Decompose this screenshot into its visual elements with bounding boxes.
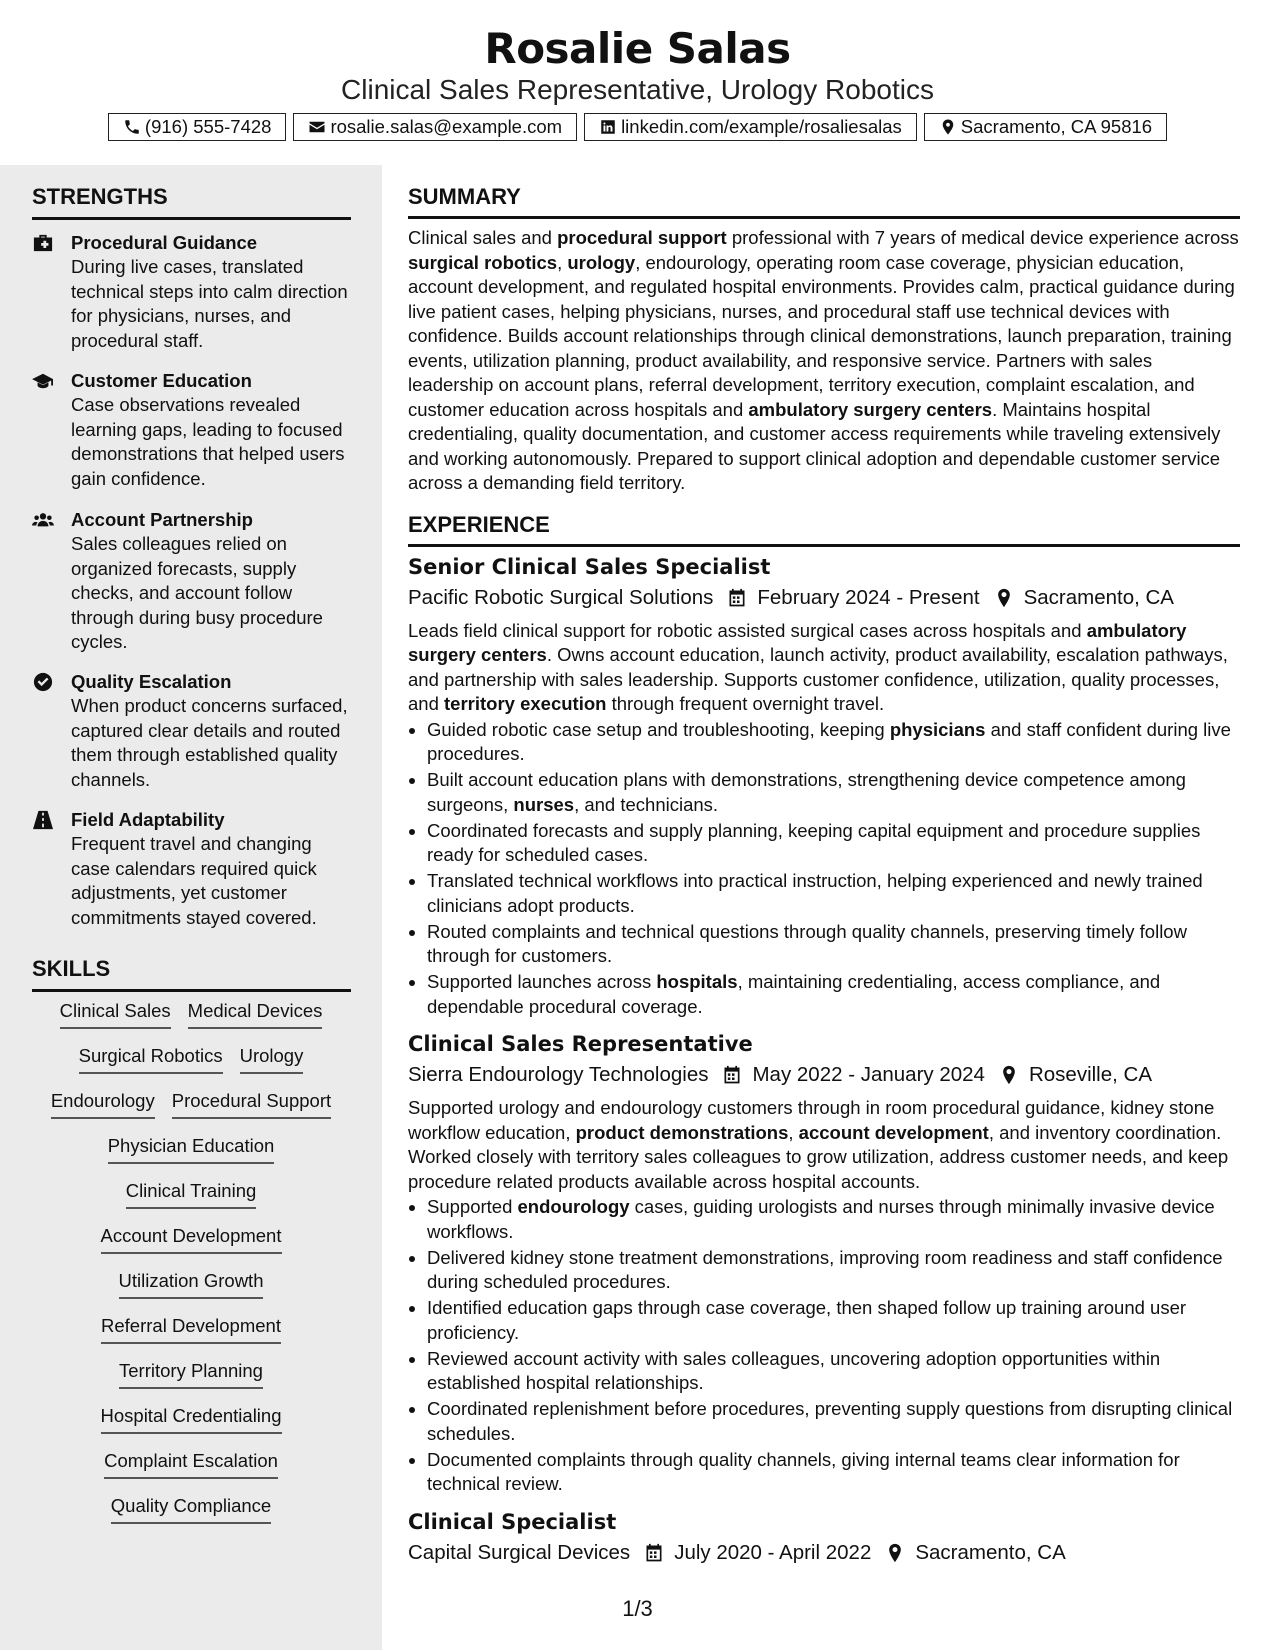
job-bullet: • Reviewed account activity with sales colleagues, uncovering adoption opportunities within established hospital relationships. xyxy=(427,1347,1240,1396)
job-bullet: • Translated technical workflows into practical instruction, helping experienced and newly trained clinicians adopt products. xyxy=(427,869,1240,918)
skill-row xyxy=(32,1178,350,1223)
candidate-title: Clinical Sales Representative, Urology Robotics xyxy=(341,74,934,105)
job-bullet: • Documented complaints through quality channels, giving internal teams clear information for technical review. xyxy=(427,1448,1240,1497)
strength-desc: During live cases, translated technical steps into calm direction for physicians, nurses, and procedural staff. xyxy=(71,256,348,351)
medical-kit-icon xyxy=(32,233,54,253)
skills-heading: SKILLS xyxy=(32,954,351,992)
page-number: 1/3 xyxy=(622,1596,653,1621)
strength-desc: When product concerns surfaced, captured clear details and routed them through established quality channels. xyxy=(71,695,348,790)
job-title: Clinical Sales Representative xyxy=(408,1032,753,1056)
job-company: Sierra Endourology Technologies xyxy=(408,1063,709,1086)
contact-text: linkedin.com/example/rosaliesalas xyxy=(621,116,902,137)
skills-list xyxy=(32,998,350,1538)
job-title: Senior Clinical Sales Specialist xyxy=(408,554,771,579)
map-pin-icon xyxy=(885,1543,905,1563)
envelope-icon xyxy=(308,118,326,136)
skill-tag: Complaint Escalation xyxy=(104,1448,278,1479)
job-bullet: • Routed complaints and technical questions through quality channels, preserving timely follow through for customers. xyxy=(427,920,1240,969)
skill-tag: Referral Development xyxy=(101,1313,281,1344)
job-bullet: • Coordinated forecasts and supply planning, keeping capital equipment and procedure supplies ready for scheduled cases. xyxy=(427,819,1240,868)
strength-title: Field Adaptability xyxy=(71,809,225,830)
linkedin-icon xyxy=(599,118,617,136)
skill-row xyxy=(32,998,350,1043)
job-company: Capital Surgical Devices xyxy=(408,1540,631,1564)
contact-linkedin xyxy=(584,113,917,141)
skill-tag: Endourology xyxy=(51,1088,155,1119)
job-location: Roseville, CA xyxy=(1028,1063,1153,1086)
job-location: Sacramento, CA xyxy=(1023,585,1174,609)
job-bullet: • Guided robotic case setup and troubleshooting, keeping physicians and staff confident during live procedures. xyxy=(427,718,1240,767)
job-bullet: • Delivered kidney stone treatment demonstrations, improving room readiness and staff confidence during scheduled procedures. xyxy=(427,1246,1240,1295)
job-bullet: • Built account education plans with demonstrations, strengthening device competence among surgeons, nurses, and technicians. xyxy=(427,768,1240,817)
skill-row xyxy=(32,1493,350,1538)
summary-text: Clinical sales and procedural support professional with 7 years of medical device experience across surgical robotics, urology, endourology, operating room case coverage, physician education, account development, and regulated hospital environments. Provides calm, practical guidance during live patient cases, helping physicians, nurses, and procedural staff use technical devices with confidence. Builds account relationships through clinical demonstrations, launch preparation, training events, utilization planning, product availability, and responsive service. Partners with sales leadership on account plans, referral development, territory execution, complaint escalation, and customer education across hospitals and ambulatory surgery centers. Maintains hospital credentialing, quality documentation, and customer access requirements while traveling extensively and working autonomously. Prepared to support clinical adoption and dependable customer service across a demanding field territory. xyxy=(408,227,1239,493)
job-company: Pacific Robotic Surgical Solutions xyxy=(408,585,714,609)
skill-row xyxy=(32,1043,350,1088)
main-content xyxy=(408,165,1240,1568)
resume-header xyxy=(0,0,1275,165)
strength-item xyxy=(32,230,352,353)
skill-tag: Territory Planning xyxy=(119,1358,263,1389)
skill-tag: Utilization Growth xyxy=(119,1268,264,1299)
map-pin-icon xyxy=(939,118,957,136)
skill-tag: Clinical Training xyxy=(126,1178,257,1209)
contact-text: Sacramento, CA 95816 xyxy=(960,116,1153,137)
job-entry xyxy=(408,1507,1240,1568)
skill-row xyxy=(32,1448,350,1493)
skill-tag: Physician Education xyxy=(108,1133,275,1164)
strength-item xyxy=(32,507,352,655)
strength-desc: Frequent travel and changing case calendars required quick adjustments, yet customer commitments stayed covered. xyxy=(71,833,317,928)
skill-row xyxy=(32,1223,350,1268)
skill-row xyxy=(32,1133,350,1178)
skill-row xyxy=(32,1268,350,1313)
job-bullet: • Supported endourology cases, guiding urologists and nurses through minimally invasive device workflows. xyxy=(427,1195,1240,1244)
road-icon xyxy=(32,810,54,830)
skill-tag: Surgical Robotics xyxy=(79,1043,223,1074)
job-entry xyxy=(408,552,1240,1020)
phone-icon xyxy=(123,118,141,136)
map-pin-icon xyxy=(999,1065,1019,1085)
job-meta xyxy=(408,583,1240,613)
strength-title: Quality Escalation xyxy=(71,671,232,692)
skill-tag: Clinical Sales xyxy=(60,998,171,1029)
strengths-heading: STRENGTHS xyxy=(32,182,351,220)
candidate-name: Rosalie Salas xyxy=(484,24,791,73)
skill-tag: Urology xyxy=(240,1043,304,1074)
job-meta xyxy=(408,1060,1240,1090)
job-bullets xyxy=(408,718,1240,1020)
contact-text: rosalie.salas@example.com xyxy=(330,116,563,137)
job-description: Leads field clinical support for robotic assisted surgical cases across hospitals and ambulatory surgery centers. Owns account education, launch activity, product availability, escalation pathways, and partnership with sales leadership. Supports customer confidence, utilization, quality processes, and territory execution through frequent overnight travel. xyxy=(408,619,1228,714)
strength-desc: Sales colleagues relied on organized forecasts, supply checks, and account follow through during busy procedure cycles. xyxy=(71,533,323,652)
experience-list xyxy=(408,552,1240,1568)
strength-desc: Case observations revealed learning gaps, leading to focused demonstrations that helped users gain confidence. xyxy=(71,394,345,489)
strength-title: Account Partnership xyxy=(71,509,253,530)
job-entry xyxy=(408,1029,1240,1497)
check-circle-icon xyxy=(32,672,54,692)
strength-item xyxy=(32,807,352,930)
job-dates: July 2020 - April 2022 xyxy=(674,1540,872,1564)
strength-title: Procedural Guidance xyxy=(71,232,258,253)
job-title: Clinical Specialist xyxy=(408,1509,617,1534)
skill-row xyxy=(32,1403,350,1448)
job-location: Sacramento, CA xyxy=(915,1540,1066,1564)
job-dates: May 2022 - January 2024 xyxy=(752,1063,985,1086)
calendar-icon xyxy=(727,588,747,608)
skill-row xyxy=(32,1358,350,1403)
contact-phone xyxy=(108,113,287,141)
contact-email xyxy=(293,113,577,141)
summary-heading: SUMMARY xyxy=(408,182,1240,219)
strength-title: Customer Education xyxy=(71,370,252,391)
calendar-icon xyxy=(722,1065,742,1085)
skill-tag: Medical Devices xyxy=(188,998,323,1029)
skill-tag: Account Development xyxy=(101,1223,282,1254)
job-dates: February 2024 - Present xyxy=(757,585,980,609)
contact-bar xyxy=(0,113,1275,141)
job-bullet: • Supported launches across hospitals, maintaining credentialing, access compliance, and dependable procedural coverage. xyxy=(427,970,1240,1019)
job-bullet: • Coordinated replenishment before procedures, preventing supply questions from disrupting clinical schedules. xyxy=(427,1397,1240,1446)
strength-item xyxy=(32,368,352,491)
contact-location xyxy=(924,113,1167,141)
experience-heading: EXPERIENCE xyxy=(408,510,1240,547)
job-description: Supported urology and endourology customers through in room procedural guidance, kidney stone workflow education, product demonstrations, account development, and inventory coordination. Worked closely with territory sales colleagues to grow utilization, address customer needs, and keep procedure related products available across hospital accounts. xyxy=(408,1097,1229,1192)
skill-row xyxy=(32,1088,350,1133)
skill-tag: Quality Compliance xyxy=(111,1493,271,1524)
skill-row xyxy=(32,1313,350,1358)
calendar-icon xyxy=(644,1543,664,1563)
strength-item xyxy=(32,669,352,792)
job-bullet: • Identified education gaps through case coverage, then shaped follow up training around user proficiency. xyxy=(427,1296,1240,1345)
map-pin-icon xyxy=(994,588,1014,608)
graduation-cap-icon xyxy=(32,371,54,391)
contact-text: (916) 555-7428 xyxy=(144,116,272,137)
job-bullets xyxy=(408,1195,1240,1497)
skill-tag: Hospital Credentialing xyxy=(101,1403,282,1434)
skill-tag: Procedural Support xyxy=(172,1088,331,1119)
job-meta xyxy=(408,1538,1240,1568)
people-group-icon xyxy=(32,510,54,530)
